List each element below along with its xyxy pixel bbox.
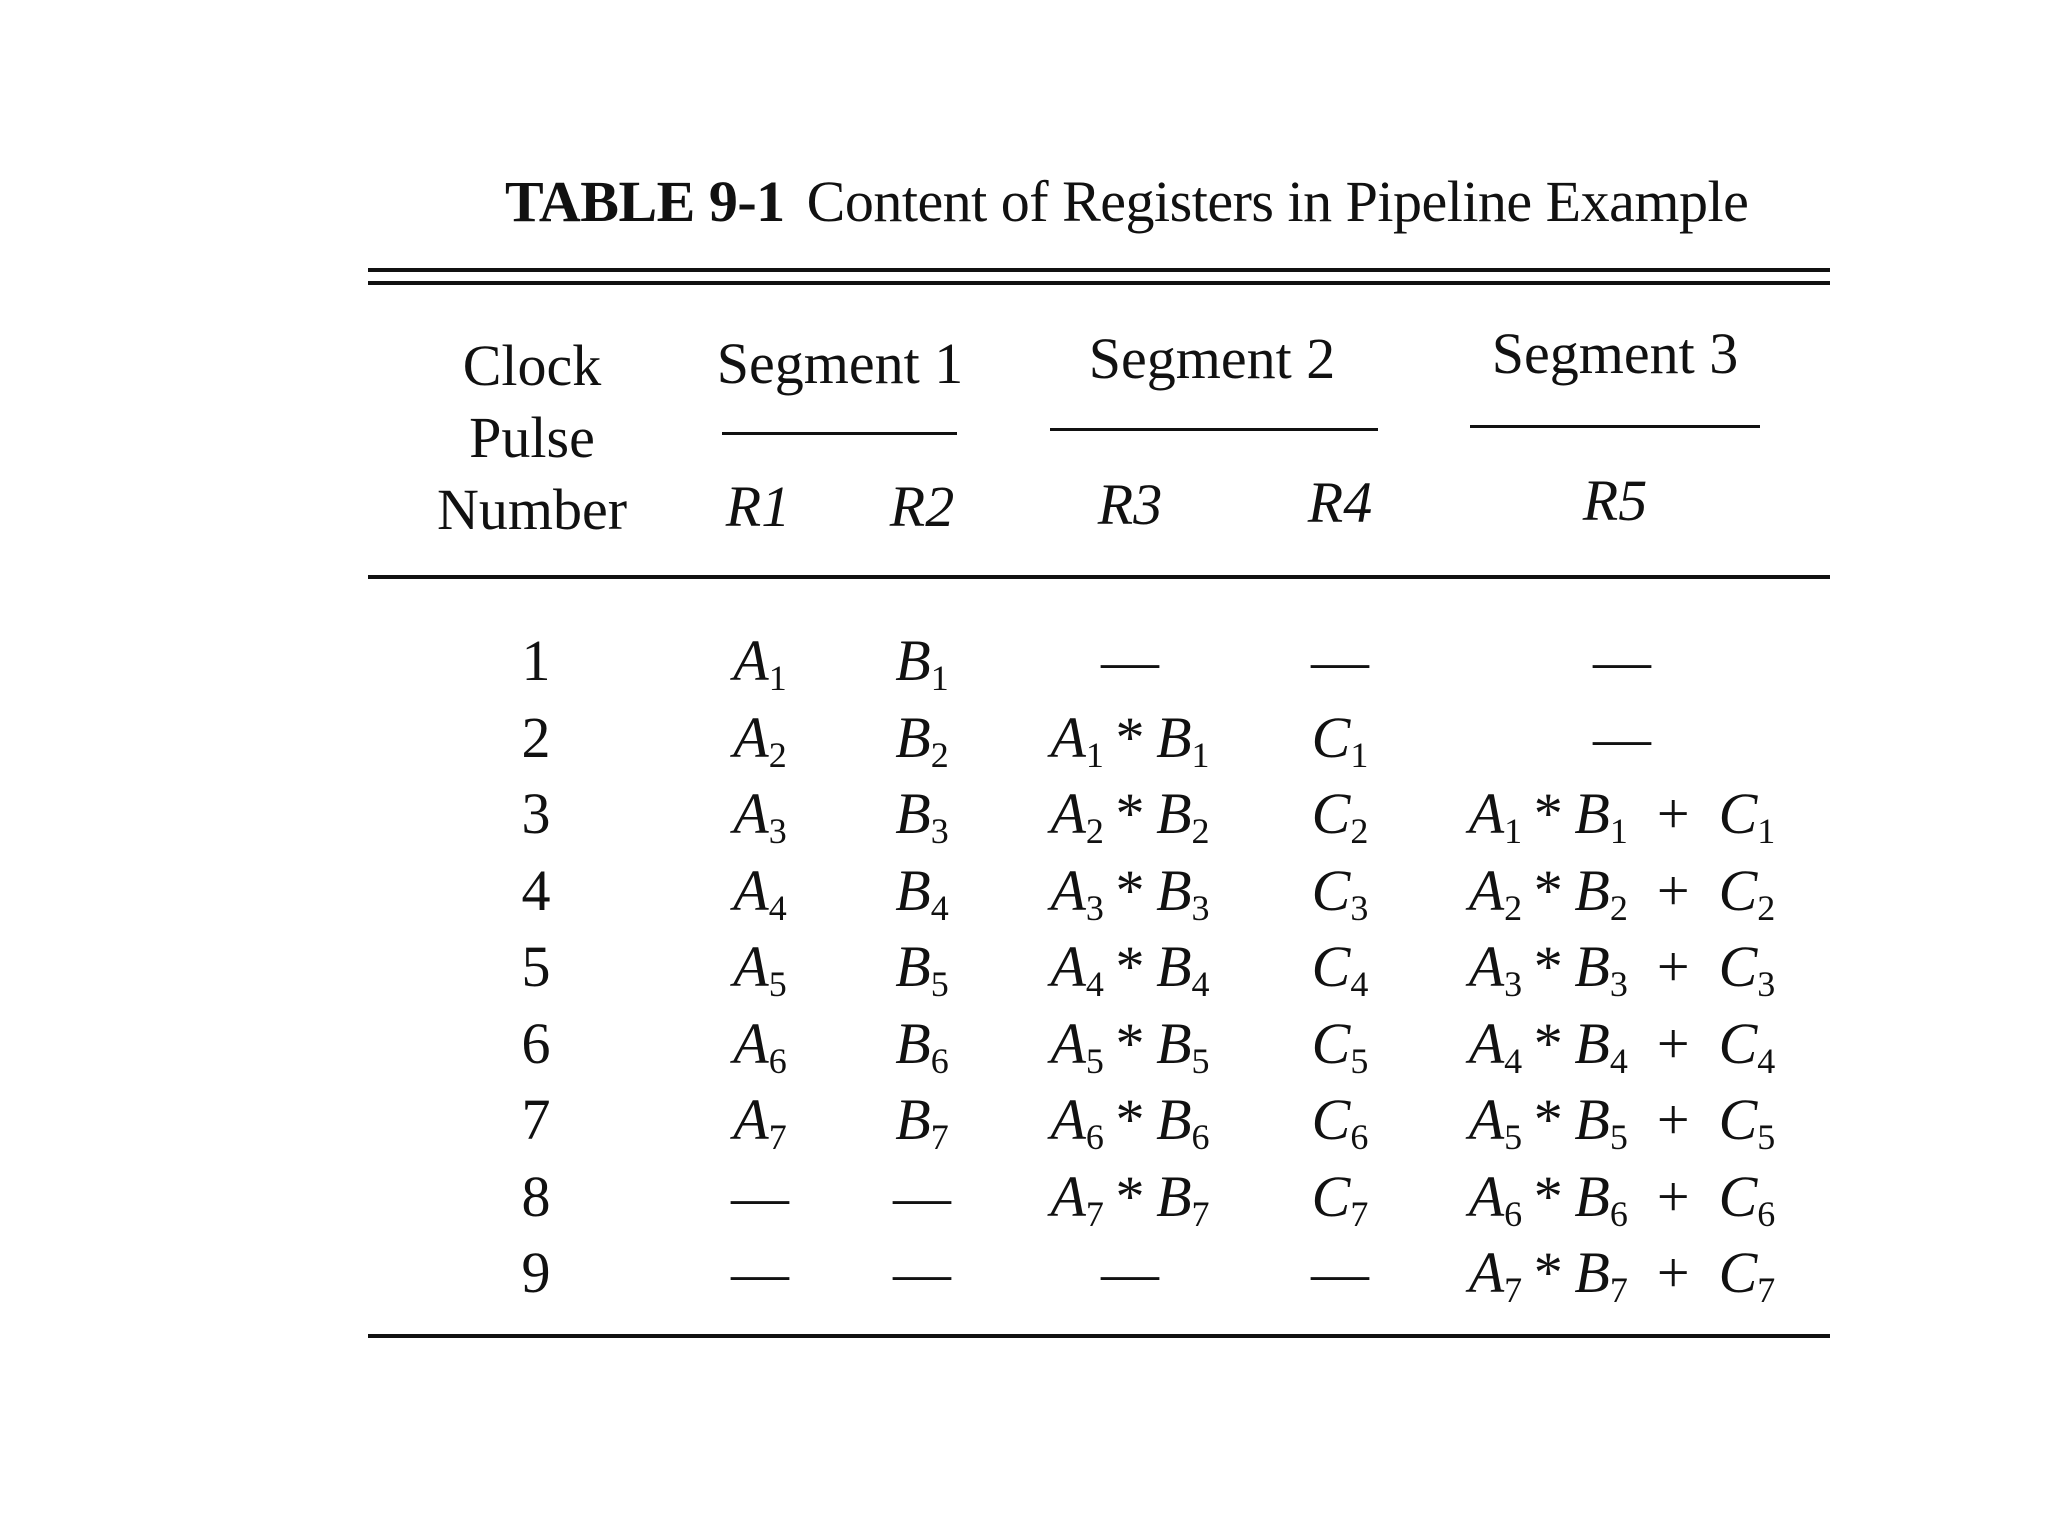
register-r3-cell: —: [1101, 1240, 1159, 1305]
register-r5-cell: $A_6 * B_6$ + $C_6$: [1468, 1163, 1776, 1234]
register-r2-cell: $B_2$: [895, 704, 949, 775]
register-r1-cell: $A_6$: [733, 1010, 787, 1081]
register-r5-cell: $A_2 * B_2$ + $C_2$: [1468, 857, 1776, 928]
register-r2-cell: $B_7$: [895, 1087, 949, 1157]
register-r3-cell: —: [1101, 628, 1159, 693]
register-header-r2: R2: [889, 474, 955, 539]
register-r4-cell: $C_6$: [1311, 1087, 1369, 1157]
table-title: Content of Registers in Pipeline Example: [806, 169, 1749, 234]
register-header-r5: R5: [1582, 468, 1648, 533]
register-r2-cell: $B_5$: [895, 934, 949, 1004]
register-r2-cell: $B_4$: [895, 857, 949, 928]
register-r1-cell: $A_7$: [733, 1087, 787, 1157]
register-header-r3: R3: [1097, 472, 1163, 537]
clock-pulse-cell: 3: [521, 781, 551, 846]
register-r3-cell: $A_4 * B_4$: [1050, 934, 1210, 1004]
register-r1-cell: $A_5$: [733, 934, 787, 1004]
segment-1-rule: [722, 432, 957, 435]
register-r2-cell: —: [893, 1240, 951, 1305]
header-rule: [368, 575, 1830, 579]
segment-3-rule: [1470, 425, 1760, 428]
register-r5-cell: —: [1593, 704, 1651, 770]
bottom-rule: [368, 1334, 1830, 1338]
register-r4-cell: $C_3$: [1311, 857, 1369, 928]
register-r4-cell: —: [1311, 1240, 1369, 1305]
clock-header-line: Pulse: [469, 405, 595, 470]
register-r1-cell: $A_3$: [733, 781, 787, 851]
segment-2-header: Segment 2: [1088, 326, 1336, 391]
top-rule-second: [368, 281, 1830, 285]
segment-2-rule: [1050, 428, 1378, 431]
register-r4-cell: —: [1311, 628, 1369, 693]
register-r5-cell: $A_3 * B_3$ + $C_3$: [1468, 934, 1776, 1004]
register-r3-cell: $A_1 * B_1$: [1050, 704, 1210, 775]
register-r5-cell: $A_7 * B_7$ + $C_7$: [1468, 1240, 1776, 1310]
clock-header-line: Clock: [462, 333, 602, 398]
segment-1-header: Segment 1: [716, 331, 964, 396]
segment-3-header: Segment 3: [1491, 321, 1739, 386]
register-r4-cell: $C_1$: [1311, 704, 1369, 775]
register-r5-cell: $A_5 * B_5$ + $C_5$: [1468, 1087, 1776, 1157]
register-r2-cell: $B_3$: [895, 781, 949, 851]
register-r4-cell: $C_5$: [1311, 1010, 1369, 1081]
register-r1-cell: $A_2$: [733, 704, 787, 775]
table-caption: [505, 168, 1748, 235]
register-r2-cell: $B_6$: [895, 1010, 949, 1081]
clock-pulse-cell: 4: [521, 857, 551, 923]
register-r1-cell: $A_4$: [733, 857, 787, 928]
clock-pulse-number-header: [437, 330, 627, 546]
clock-pulse-cell: 8: [521, 1163, 551, 1229]
top-rule: [368, 268, 1830, 272]
clock-pulse-cell: 7: [521, 1087, 551, 1152]
register-r4-cell: $C_4$: [1311, 934, 1369, 1004]
register-r5-cell: —: [1593, 628, 1651, 693]
register-r2-cell: —: [893, 1163, 951, 1229]
clock-pulse-cell: 1: [521, 628, 551, 693]
clock-pulse-cell: 5: [521, 934, 551, 999]
clock-pulse-cell: 6: [521, 1010, 551, 1076]
register-r5-cell: $A_1 * B_1$ + $C_1$: [1468, 781, 1776, 851]
register-r3-cell: $A_3 * B_3$: [1050, 857, 1210, 928]
table-label: TABLE 9-1: [505, 169, 785, 234]
register-r5-cell: $A_4 * B_4$ + $C_4$: [1468, 1010, 1776, 1081]
register-r3-cell: $A_2 * B_2$: [1050, 781, 1210, 851]
register-r3-cell: $A_5 * B_5$: [1050, 1010, 1210, 1081]
clock-header-line: Number: [436, 477, 628, 542]
register-r1-cell: —: [731, 1240, 789, 1305]
register-r2-cell: $B_1$: [895, 628, 949, 698]
register-r3-cell: $A_6 * B_6$: [1050, 1087, 1210, 1157]
register-r4-cell: $C_7$: [1311, 1163, 1369, 1234]
register-r3-cell: $A_7 * B_7$: [1050, 1163, 1210, 1234]
register-r1-cell: —: [731, 1163, 789, 1229]
register-r1-cell: $A_1$: [733, 628, 787, 698]
clock-pulse-cell: 2: [521, 704, 551, 770]
register-r4-cell: $C_2$: [1311, 781, 1369, 851]
clock-pulse-cell: 9: [521, 1240, 551, 1305]
register-header-r1: R1: [725, 474, 791, 539]
register-header-r4: R4: [1307, 470, 1373, 535]
